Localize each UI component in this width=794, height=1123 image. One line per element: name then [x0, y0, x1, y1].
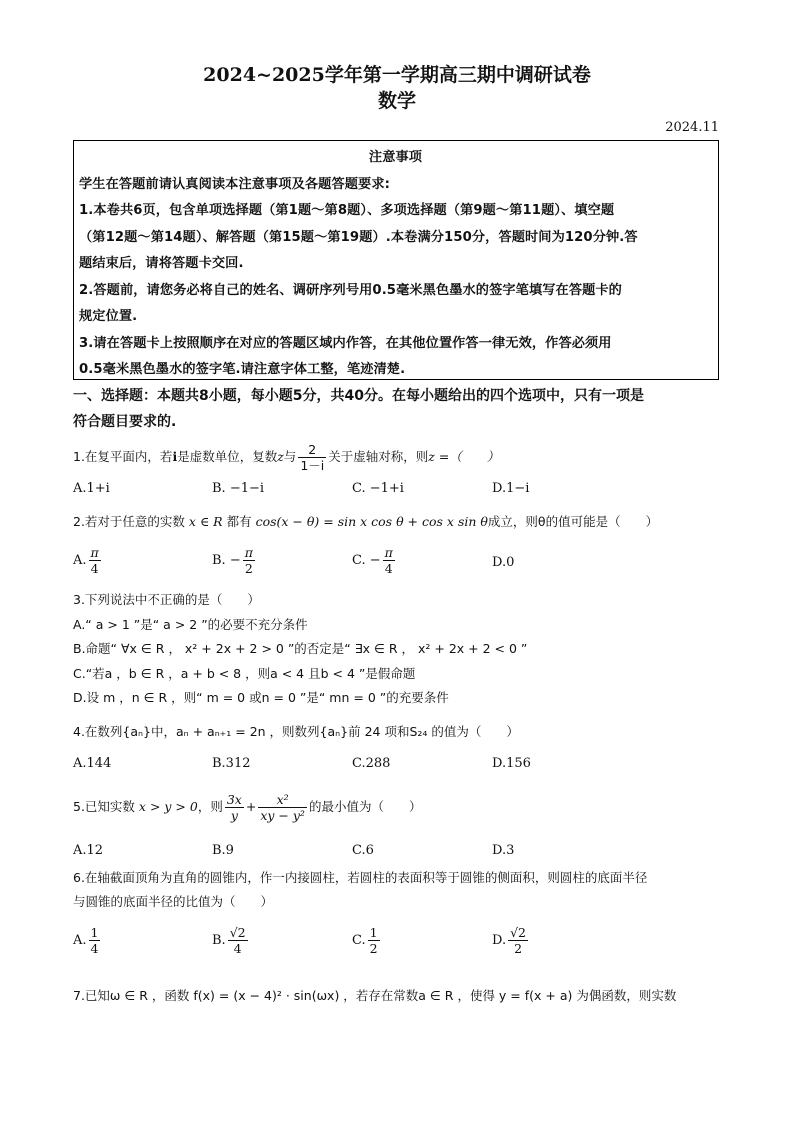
q1-option-b[interactable]: B. −1−i [212, 481, 265, 496]
notice-intro: 学生在答题前请认真阅读本注意事项及各题答题要求: [79, 176, 390, 192]
exam-subject: 数学 [377, 90, 416, 112]
notice-item-3a: 3.请在答题卡上按照顺序在对应的答题区域内作答，在其他位置作答一律无效，作答必须用 [79, 335, 612, 351]
q5-option-a[interactable]: A.12 [73, 843, 104, 858]
q4-option-c[interactable]: C.288 [352, 756, 391, 771]
question-5-stem: 5.已知实数 x > y > 0，则 $\frac{3x}{y}$ + $\frac{\text{x²}}{\text{xy − y²}}$ 的最小值为（ ） [73, 792, 422, 823]
q1-option-d[interactable]: D.1−i [492, 481, 530, 496]
q2-option-c[interactable]: C. − $\frac{\pi}{4}$ [352, 545, 393, 576]
question-4-stem: 4.在数列{aₙ}中，aₙ + aₙ₊₁ = 2n ，则数列{aₙ}前 24 项和S₂₄ 的值为（ ） [73, 724, 519, 739]
q3-option-d[interactable]: D.设 m ，n ∈ R ，则“ m = 0 或n = 0 ”是“ mn = 0 ”的充要条件 [73, 690, 449, 705]
question-1-stem: 1.在复平面内，若i是虚数单位，复数z与 $\frac{2}{1-i}$ 关于虚轴对称，则z =（ ） [73, 442, 500, 473]
q4-option-a[interactable]: A.144 [73, 756, 112, 771]
q5-option-c[interactable]: C.6 [352, 843, 374, 858]
q2-option-b[interactable]: B. − $\frac{\pi}{2}$ [212, 545, 253, 576]
notice-item-1a: 1.本卷共6页，包含单项选择题（第1题～第8题）、多项选择题（第9题～第11题）、填空题 [79, 203, 615, 218]
section-line-2: 符合题目要求的. [73, 414, 177, 430]
question-7-stem: 7.已知ω ∈ R ，函数 f(x) = (x − 4)² · sin(ωx) ，若存在常数a ∈ R ，使得 y = f(x + a) 为偶函数，则实数 [73, 988, 677, 1003]
question-3 [73, 588, 723, 711]
q6-line-2: 与圆锥的底面半径的比值为（ ） [73, 894, 274, 909]
q6-option-a[interactable]: A. $\frac{1}{4}$ [73, 925, 99, 956]
notice-item-3b: 0.5毫米黑色墨水的签字笔.请注意字体工整，笔迹清楚. [79, 362, 406, 377]
notice-heading: 注意事项 [368, 150, 423, 165]
section-line-1: 一、选择题：本题共8小题，每小题5分，共40分。在每小题给出的四个选项中，只有一项是 [73, 388, 644, 404]
q5-option-d[interactable]: D.3 [492, 843, 515, 858]
q3-option-c[interactable]: C.“若a ，b ∈ R ，a + b < 8 ，则a < 4 且b < 4 ”是假命题 [73, 665, 416, 681]
notice-box [73, 140, 719, 380]
section-heading [73, 383, 723, 435]
exam-date: 2024.11 [665, 120, 719, 135]
q5-option-b[interactable]: B.9 [212, 843, 234, 858]
q6-option-d[interactable]: D. $\frac{√2}{2}$ [492, 925, 527, 956]
q1-option-c[interactable]: C. −1+i [352, 481, 404, 496]
q1-option-a[interactable]: A.1+i [73, 481, 110, 496]
exam-title: 2024~2025学年第一学期高三期中调研试卷 [203, 64, 591, 86]
notice-item-2b: 规定位置. [79, 309, 138, 324]
question-2-stem: 2.若对于任意的实数 x ∈ R 都有 cos(x − θ) = sin x cos θ + cos x sin θ成立，则θ的值可能是（ ） [73, 514, 659, 529]
question-6-stem [73, 866, 723, 914]
q4-option-b[interactable]: B.312 [212, 756, 251, 771]
notice-item-2a: 2.答题前，请您务必将自己的姓名、调研序列号用0.5毫米黑色墨水的签字笔填写在答题卡的 [79, 282, 622, 298]
q1-fraction: $\frac{2}{1-i}$ [300, 442, 325, 473]
q2-option-d[interactable]: D.0 [492, 555, 515, 570]
q6-line-1: 6.在轴截面顶角为直角的圆锥内，作一内接圆柱，若圆柱的表面积等于圆锥的侧面积，则圆柱的底面半径 [73, 870, 648, 885]
q4-option-d[interactable]: D.156 [492, 756, 531, 771]
q3-option-b[interactable]: B.命题“ ∀x ∈ R ， x² + 2x + 2 > 0 ”的否定是“ ∃x ∈ R ， x² + 2x + 2 < 0 ” [73, 641, 528, 656]
q2-option-a[interactable]: A. $\frac{\pi}{4}$ [73, 545, 99, 576]
notice-item-1b: （第12题～第14题）、解答题（第15题～第19题）.本卷满分150分，答题时间为120分钟.答 [79, 229, 638, 245]
q3-stem: 3.下列说法中不正确的是（ ） [73, 592, 260, 607]
notice-item-1c: 题结束后，请将答题卡交回. [79, 256, 244, 271]
q3-option-a[interactable]: A.“ a > 1 ”是“ a > 2 ”的必要不充分条件 [73, 616, 308, 632]
q6-option-b[interactable]: B. $\frac{√2}{4}$ [212, 925, 246, 956]
q6-option-c[interactable]: C. $\frac{1}{2}$ [352, 925, 378, 956]
